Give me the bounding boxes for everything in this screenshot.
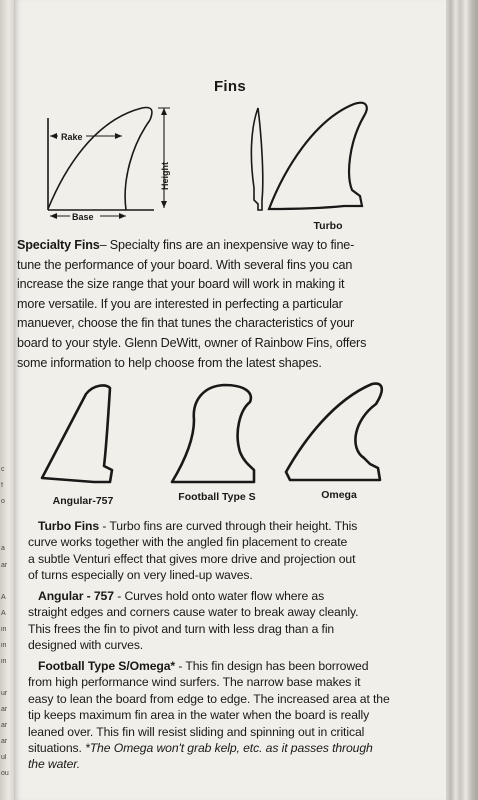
angular-757-caption: Angular-757: [52, 495, 114, 507]
left-page-edge: [0, 0, 14, 800]
angular-757-fin-outline: [42, 386, 112, 482]
turbo-fins-line: of turns especially on very lined-up waves.: [28, 568, 253, 583]
angular-757-line: designed with curves.: [28, 638, 144, 653]
angular-757-line: straight edges and corners cause water to break away cleanly.: [28, 605, 359, 620]
turbo-fins-line: curve works together with the angled fin placement to create: [28, 535, 348, 550]
specialty-line: tune the performance of your board. With several fins you can: [17, 257, 353, 272]
page-title: Fins: [213, 78, 247, 95]
football-omega-line: tip keeps maximum fin area in the water when the board is really: [28, 708, 370, 723]
left-page-fragment: A: [1, 594, 6, 601]
football-type-s-fin-outline: [172, 385, 254, 482]
turbo-fins-heading: Turbo Fins: [38, 519, 100, 533]
specialty-line: increase the size range that your board will work in making it: [17, 277, 345, 292]
omega-footnote-end: the water.: [28, 757, 81, 772]
turbo-fins-paragraph: [28, 518, 440, 584]
angular-757-heading: Angular - 757: [38, 589, 114, 603]
football-omega-heading: Football Type S/Omega*: [38, 659, 176, 673]
left-page-fragment: a: [1, 545, 5, 552]
left-page-fragment: ou: [1, 770, 9, 777]
turbo-fins-line: a subtle Venturi effect that gives more drive and projection out: [28, 551, 356, 566]
football-type-s-caption: Football Type S: [178, 491, 256, 503]
height-label: Height: [160, 162, 170, 190]
specialty-line: manuever, choose the fin that tunes the characteristics of your: [17, 316, 355, 331]
book-page: [14, 0, 446, 800]
omega-footnote: *The Omega won't grab kelp, etc. as it passes through: [85, 741, 373, 756]
football-omega-line: - This fin design has been borrowed: [175, 659, 369, 673]
football-omega-line: leaned over. This fin will resist sliding and spinning out in critical: [28, 724, 365, 739]
base-label: Base: [72, 212, 94, 222]
left-page-fragment: ar: [1, 706, 8, 713]
specialty-line: some information to help choose from the latest shapes.: [17, 355, 322, 370]
angular-757-line: - Curves hold onto water flow where as: [113, 589, 325, 603]
left-page-fragment: in: [1, 642, 7, 649]
football-omega-line: easy to lean the board from edge to edge. The increased area at the: [28, 691, 390, 706]
left-page-fragment: f: [1, 482, 3, 489]
left-page-fragment: ul: [1, 754, 7, 761]
specialty-line: more versatile. If you are interested in perfecting a particular: [17, 296, 343, 311]
left-page-fragment: ar: [1, 738, 8, 745]
left-page-fragment: ar: [1, 722, 8, 729]
angular-757-line: This frees the fin to pivot and turn with less drag than a fin: [28, 621, 335, 636]
left-page-fragment: o: [1, 498, 5, 505]
page-stack-edge: [446, 0, 478, 800]
rake-label: Rake: [61, 132, 83, 142]
specialty-line: – Specialty fins are an inexpensive way to fine-: [99, 238, 355, 252]
left-page-fragment: ar: [1, 562, 8, 569]
turbo-fins-line: - Turbo fins are curved through their height. This: [99, 519, 358, 533]
omega-caption: Omega: [321, 489, 357, 501]
left-page-fragment: in: [1, 626, 7, 633]
football-omega-line: situations.: [28, 741, 86, 756]
football-omega-paragraph: [28, 658, 440, 773]
football-omega-line: from high performance wind surfers. The narrow base makes it: [28, 675, 361, 690]
left-page-fragment: ur: [1, 690, 8, 697]
specialty-heading: Specialty Fins: [17, 238, 100, 252]
angular-757-paragraph: [28, 588, 440, 654]
specialty-line: board to your style. Glenn DeWitt, owner of Rainbow Fins, offers: [17, 335, 367, 350]
turbo-caption: Turbo: [313, 220, 343, 232]
omega-fin-outline: [286, 384, 382, 480]
left-page-fragment: in: [1, 658, 7, 665]
left-page-fragment: A: [1, 610, 6, 617]
left-page-fragment: c: [1, 466, 5, 473]
